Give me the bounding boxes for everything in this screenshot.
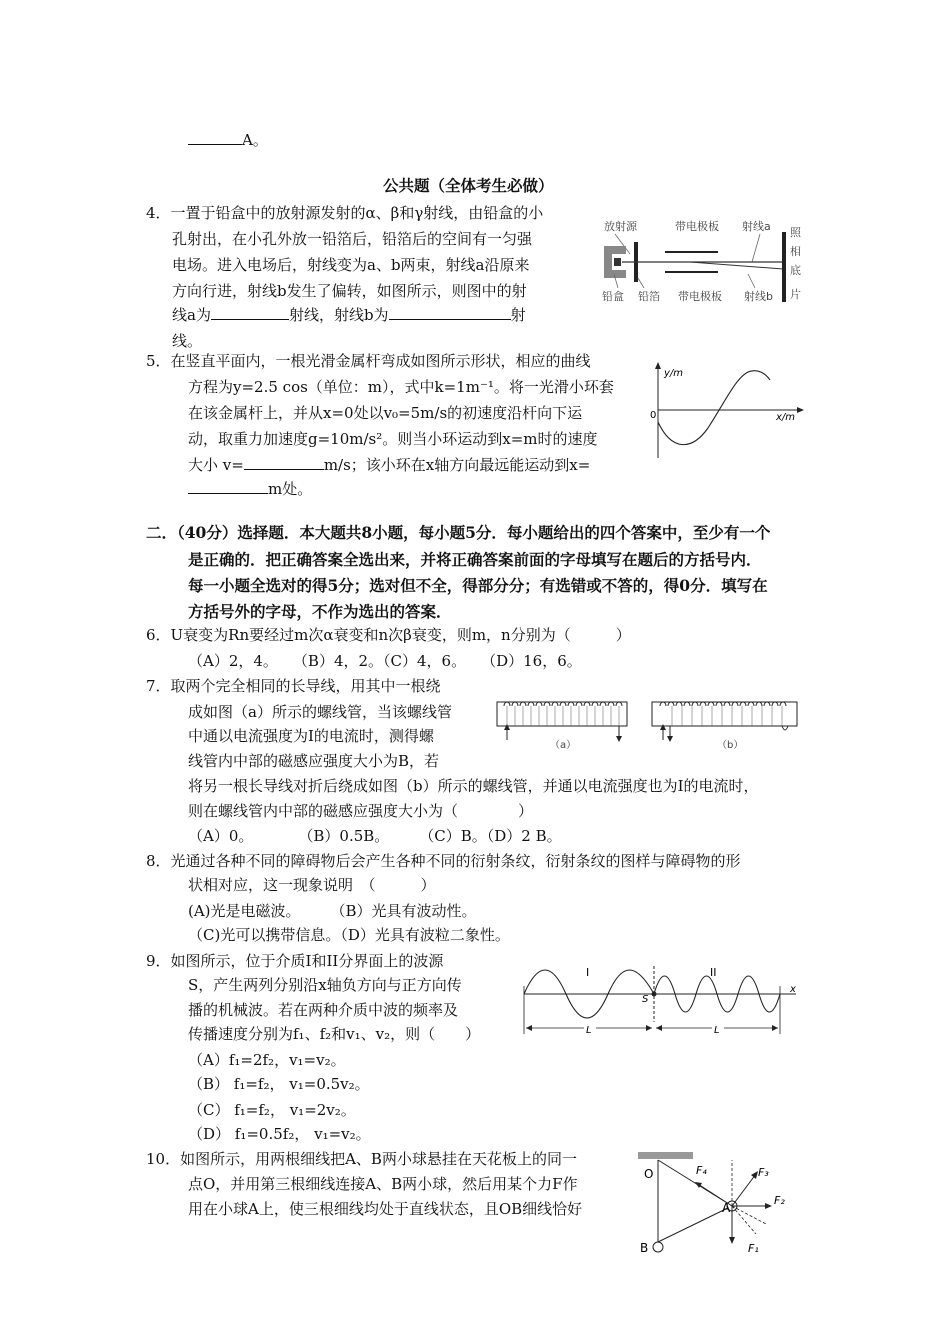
q8-line-1: 8．光通过各种不同的障碍物后会产生各种不同的衍射条纹，衍射条纹的图样与障碍物的形: [146, 852, 741, 870]
length-2-label: L: [714, 1025, 720, 1036]
answer-blank: [211, 303, 289, 320]
film-char-4: 片: [790, 288, 801, 301]
label-b: （b）: [717, 740, 744, 751]
answer-blank: [389, 303, 511, 320]
film-char-3: 底: [790, 264, 801, 277]
q8-options-1: (A)光是电磁波。 （B）光具有波动性。: [188, 902, 477, 920]
photo-film: [782, 232, 786, 302]
f4-label: F₄: [696, 1164, 707, 1177]
q4-line-1: 4．一置于铅盒中的放射源发射的α、β和γ射线，由铅盒的小: [146, 204, 544, 222]
section2-line-2: 是正确的．把正确答案全选出来，并将正确答案前面的字母填写在题后的方括号内．: [188, 550, 762, 569]
label-source: 放射源: [604, 220, 637, 233]
radiation-deflection-figure: [600, 212, 805, 307]
q7-line-4: 线管内中部的磁感应强度大小为B，若: [188, 752, 440, 770]
wave-figure: [518, 958, 803, 1043]
f1-label: F₁: [748, 1242, 759, 1255]
ray-b-line: [690, 262, 783, 269]
medium-2-label: II: [710, 966, 717, 979]
q9-line-2: S，产生两列分别沿x轴负方向与正方向传: [188, 976, 462, 994]
q7-options: （A）0。 （B）0.5B。 （C）B。（D）2 B。: [188, 827, 562, 845]
q7-line-5: 将另一根长导线对折后绕成如图（b）所示的螺线管，并通以电流强度也为I的电流时，: [188, 777, 759, 795]
section2-line-4: 方括号外的字母，不作为选出的答案．: [188, 602, 452, 621]
q4-line-6: 线。: [172, 332, 203, 350]
q4-line-2: 孔射出，在小孔外放一铅箔后，铅箔后的空间有一匀强: [172, 230, 533, 248]
q5-line-4: 动，取重力加速度g=10m/s²。则当小环运动到x=m时的速度: [188, 430, 598, 448]
length-1-label: L: [586, 1025, 592, 1036]
label-lead-foil: 铅箔: [638, 290, 660, 303]
film-char-1: 照: [790, 226, 801, 239]
x-axis-label: x/m: [776, 412, 796, 423]
label-ray-b: 射线b: [744, 290, 773, 303]
force-f3: [732, 1174, 756, 1206]
cosine-rod-figure: [646, 360, 806, 460]
q10-line-3: 用在小球A上，使三根细线均处于直线状态，且OB细线恰好: [188, 1200, 583, 1218]
label-a: （a）: [550, 740, 577, 751]
solenoid-b: [652, 702, 797, 751]
q9-line-1: 9．如图所示，位于介质I和II分界面上的波源: [146, 952, 444, 970]
q7-line-1: 7．取两个完全相同的长导线，用其中一根绕: [146, 677, 441, 695]
q10-line-2: 点O，并用第三根细线连接A、B两小球，然后用某个力F作: [188, 1175, 578, 1193]
q4-line-4: 方向行进，射线b发生了偏转，如图所示，则图中的射: [172, 282, 527, 300]
q7-line-2: 成如图（a）所示的螺线管，当该螺线管: [188, 703, 452, 721]
q8-options-2: （C)光可以携带信息。（D）光具有波粒二象性。: [188, 926, 510, 944]
ball-b: [653, 1242, 663, 1252]
f3-label: F₃: [758, 1166, 769, 1179]
q9-option-c: （C） f₁=f₂， v₁=2v₂。: [188, 1101, 356, 1119]
force-f4: [698, 1184, 732, 1206]
q3-answer-line: A。: [188, 127, 268, 153]
solenoid-figure: [492, 692, 802, 754]
q5-line-6: m处。: [188, 476, 312, 502]
q9-option-b: （B） f₁=f₂， v₁=0.5v₂。: [188, 1075, 370, 1093]
film-char-2: 相: [790, 245, 801, 258]
y-axis-label: y/m: [664, 368, 684, 379]
ceiling: [638, 1152, 693, 1159]
label-ray-a: 射线a: [742, 220, 771, 233]
medium-1-label: I: [586, 966, 590, 979]
section-title: 公共题（全体考生必做）: [383, 176, 554, 195]
q7-line-3: 中通以电流强度为I的电流时，测得螺: [188, 727, 434, 745]
source-label: S: [642, 994, 649, 1005]
q5-line-3: 在该金属杆上，并从x=0处以v₀=5m/s的初速度沿杆向下运: [188, 404, 583, 422]
q9-line-4: 传播速度分别为f₁、f₂和v₁、v₂，则（ ）: [188, 1025, 481, 1043]
label-plate-bottom: 带电极板: [678, 290, 722, 303]
answer-blank: [188, 477, 268, 494]
origin-label: 0: [650, 410, 657, 421]
x-axis-label: x: [790, 984, 796, 995]
q9-option-d: （D） f₁=0.5f₂， v₁=v₂。: [188, 1125, 371, 1143]
q4-line-3: 电场。进入电场后，射线变为a、b两束，射线a沿原来: [172, 256, 530, 274]
label-lead-box: 铅盒: [602, 290, 624, 303]
answer-blank: [188, 128, 242, 145]
q5-line-1: 5．在竖直平面内，一根光滑金属杆弯成如图所示形状，相应的曲线: [146, 352, 591, 370]
q7-line-6: 则在螺线管内中部的磁感应强度大小为（ ）: [188, 802, 534, 820]
section2-line-1: 二．（40分）选择题．本大题共8小题，每小题5分．每小题给出的四个答案中，至少有一个: [146, 523, 771, 542]
q6-stem: 6．U衰变为Rn要经过m次α衰变和n次β衰变，则m，n分别为（ ）: [146, 626, 631, 644]
q6-options: （A）2，4。 （B）4，2。（C）4，6。 （D）16，6。: [188, 652, 582, 670]
force-figure: [636, 1148, 796, 1258]
label-plate-top: 带电极板: [675, 220, 719, 233]
answer-blank: [244, 453, 324, 470]
q5-line-2: 方程为y=2.5 cos（单位：m），式中k=1m⁻¹。将一光滑小环套: [188, 378, 614, 396]
q8-line-2: 状相对应，这一现象说明 （ ）: [188, 876, 436, 894]
q9-line-3: 播的机械波。若在两种介质中波的频率及: [188, 1001, 459, 1019]
q4-line-5: 线a为 射线，射线b为 射: [172, 302, 526, 328]
section2-line-3: 每一小题全选对的得5分；选对但不全，得部分分；有选错或不答的，得0分．填写在: [188, 576, 768, 595]
point-o-label: O: [644, 1167, 654, 1181]
ball-a-label: A: [722, 1201, 731, 1215]
cosine-curve: [658, 371, 770, 445]
q10-line-1: 10．如图所示，用两根细线把A、B两小球悬挂在天花板上的同一: [146, 1150, 577, 1168]
f2-label: F₂: [774, 1194, 785, 1207]
ball-b-label: B: [640, 1241, 649, 1255]
string-ab: [658, 1206, 732, 1242]
q5-line-5: 大小 v= m/s；该小环在x轴方向最远能运动到x=: [188, 452, 590, 478]
solenoid-a: [497, 702, 627, 751]
q9-option-a: （A）f₁=2f₂，v₁=v₂。: [188, 1051, 346, 1069]
